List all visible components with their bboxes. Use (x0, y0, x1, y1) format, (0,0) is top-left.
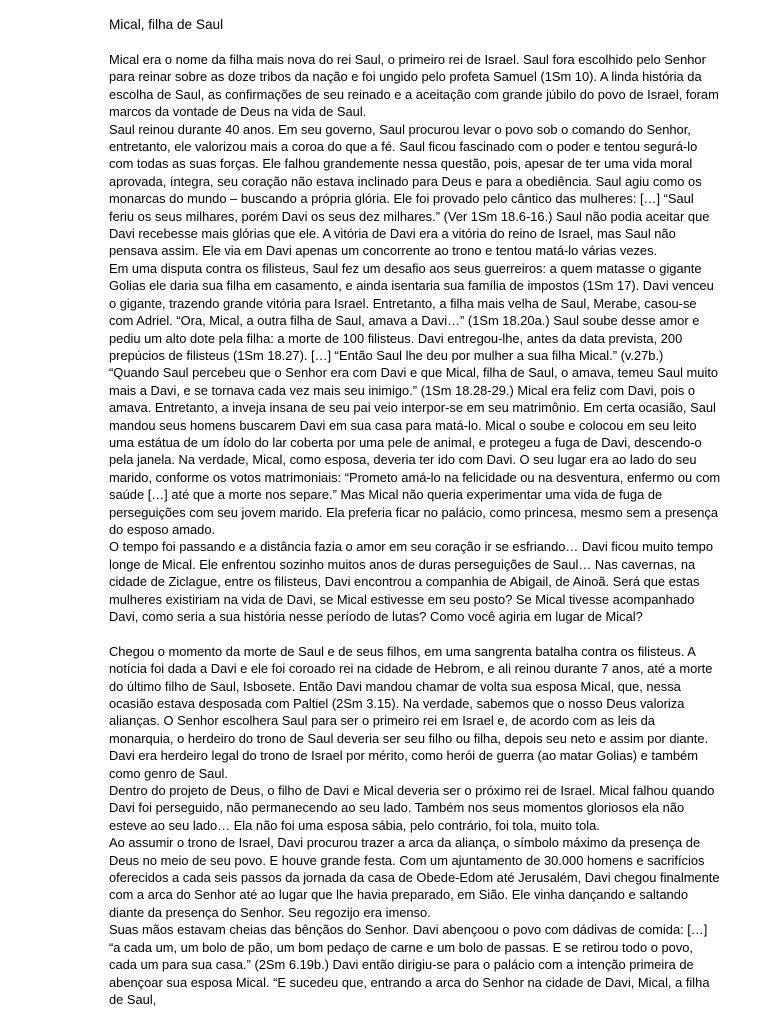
paragraph-4: “Quando Saul percebeu que o Senhor era com Davi e que Mical, filha de Saul, o amava, temeu Saul muito mais a Davi, e se tornava cada vez mais seu inimigo.” (1Sm 18.28-29.) Mical era feliz com Davi, pois o amava. Entretanto, a inveja insana de seu pai veio interpor-se em seu matrimônio. Em certa ocasião, Saul mandou seus homens buscarem Davi em sua casa para matá-lo. Mical o soube e colocou em seu leito uma estátua de um ídolo do lar coberta por uma pele de animal, e protegeu a fuga de Davi, descendo-o pela janela. Na verdade, Mical, como esposa, deveria ter ido com Davi. O seu lugar era ao lado do seu marido, conforme os votos matrimoniais: “Prometo amá-lo na felicidade ou na desventura, enfermo ou com saúde […] até que a morte nos separe.” Mas Mical não queria experimentar uma vida de fuga de perseguições com seu jovem marido. Ela preferia ficar no palácio, como princesa, mesmo sem a presença do esposo amado. (109, 365, 721, 537)
paragraph-8: Ao assumir o trono de Israel, Davi procurou trazer a arca da aliança, o símbolo máximo da presença de Deus no meio de seu povo. E houve grande festa. Com um ajuntamento de 30.000 homens e sacrifícios oferecidos a cada seis passos da jornada da casa de Obede-Edom até Jerusalém, Davi chegou finalmente com a arca do Senhor até ao lugar que lhe havia preparado, em Sião. Ele vinha dançando e saltando diante da presença do Senhor. Seu regozijo era imenso. (109, 835, 720, 920)
paragraph-3: Em uma disputa contra os filisteus, Saul fez um desafio aos seus guerreiros: a quem matasse o gigante Golias ele daria sua filha em casamento, e ainda isentaria sua família de impostos (1Sm 17). Davi venceu o gigante, trazendo grande vitória para Israel. Entretanto, a filha mais velha de Saul, Merabe, casou-se com Adriel. “Ora, Mical, a outra filha de Saul, amava a Davi…” (1Sm 18.20a.) Saul soube desse amor e pediu um alto dote pela filha: a morte de 100 filisteus. Davi entregou-lhe, antes da data prevista, 200 prepúcios de filisteus (1Sm 18.27). […] “Então Saul lhe deu por mulher a sua filha Mical.” (v.27b.) (109, 260, 714, 363)
paragraph-2: Saul reinou durante 40 anos. Em seu governo, Saul procurou levar o povo sob o comando do Senhor, entretanto, ele valorizou mais a coroa do que a fé. Saul ficou fascinado com o poder e tentou segurá-lo com todas as suas forças. Ele falhou grandemente nessa questão, pois, apesar de ter uma vida moral aprovada, íntegra, seu coração não estava inclinado para Deus e para a obediência. Saul agiu como os monarcas do mundo – buscando a própria glória. Ele foi provado pelo cântico das mulheres: […] “Saul feriu os seus milhares, porém Davi os seus dez milhares.” (Ver 1Sm 18.6-16.) Saul não podia aceitar que Davi recebesse mais glórias que ele. A vitória de Davi era a vitória do reino de Israel, mas Saul não pensava assim. Ele via em Davi apenas um concorrente ao trono e tentou matá-lo várias vezes. (109, 121, 710, 259)
document-body (109, 51, 721, 1008)
paragraph-6: Chegou o momento da morte de Saul e de seus filhos, em uma sangrenta batalha contra os filisteus. A notícia foi dada a Davi e ele foi coroado rei na cidade de Hebrom, e ali reinou durante 7 anos, até a morte do último filho de Saul, Isbosete. Então Davi mandou chamar de volta sua esposa Mical, que, nessa ocasião estava desposada com Paltiel (2Sm 3.15). Na verdade, sabemos que o nosso Deus valoriza alianças. O Senhor escolhera Saul para ser o primeiro rei em Israel e, de acordo com as leis da monarquia, o herdeiro do trono de Saul deveria ser seu filho ou filha, depois seu neto e assim por diante. Davi era herdeiro legal do trono de Israel por mérito, como herói de guerra (ao matar Golias) e também como genro de Saul. (109, 643, 713, 781)
paragraph-9: Suas mãos estavam cheias das bênçãos do Senhor. Davi abençoou o povo com dádivas de comida: […] “a cada um, um bolo de pão, um bom pedaço de carne e um bolo de passas. E se retirou todo o povo, cada um para sua casa.” (2Sm 6.19b.) Davi então dirigiu-se para o palácio com a intenção primeira de abençoar sua esposa Mical. “E sucedeu que, entrando a arca do Senhor na cidade de Davi, Mical, a filha de Saul, (109, 922, 710, 1007)
paragraph-spacer (109, 625, 721, 642)
paragraph-1: Mical era o nome da filha mais nova do rei Saul, o primeiro rei de Israel. Saul fora escolhido pelo Senhor para reinar sobre as doze tribos da nação e foi ungido pelo profeta Samuel (1Sm 10). A linda história da escolha de Saul, as confirmações de seu reinado e a aceitação com grande júbilo do povo de Israel, foram marcos da vontade de Deus na vida de Saul. (109, 52, 719, 120)
document-title: Mical, filha de Saul (109, 17, 224, 32)
paragraph-7: Dentro do projeto de Deus, o filho de Davi e Mical deveria ser o próximo rei de Israel. Mical falhou quando Davi foi perseguido, não permanecendo ao seu lado. Também nos seus momentos gloriosos ela não esteve ao seu lado… Ela não foi uma esposa sábia, pelo contrário, foi tola, muito tola. (109, 783, 715, 833)
paragraph-5: O tempo foi passando e a distância fazia o amor em seu coração ir se esfriando… Davi ficou muito tempo longe de Mical. Ele enfrentou sozinho muitos anos de duras perseguições de Saul… Nas cavernas, na cidade de Ziclague, entre os filisteus, Davi encontrou a companhia de Abigail, de Ainoã. Será que estas mulheres existiriam na vida de Davi, se Mical estivesse em seu posto? Se Mical tivesse acompanhado Davi, como seria a sua história nesse período de lutas? Como você agiria em lugar de Mical? (109, 539, 714, 624)
